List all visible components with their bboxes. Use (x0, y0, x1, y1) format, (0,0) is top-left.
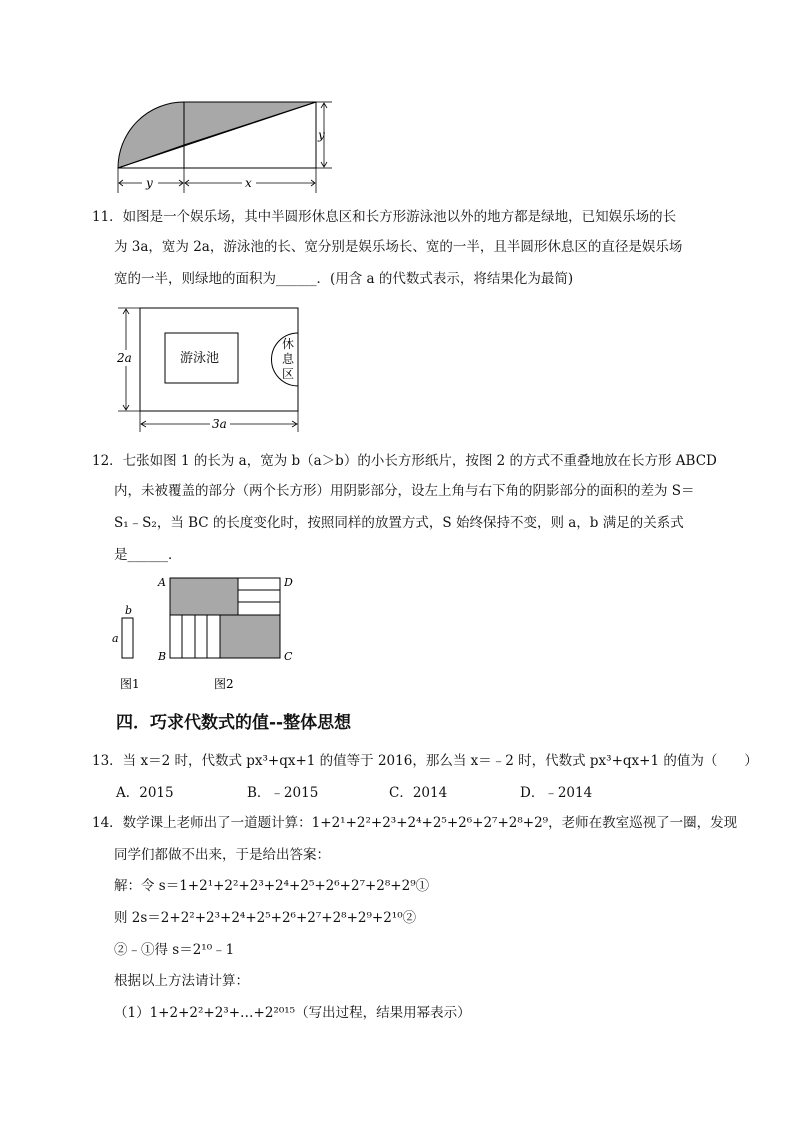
q13-option-b: B．﹣2015 (247, 785, 319, 801)
q12-line3: S₁﹣S₂，当 BC 的长度变化时，按照同样的放置方式，S 始终保持不变，则 a，b 满足的关系式 (114, 515, 684, 531)
q13-stem: 13．当 x＝2 时，代数式 px³+qx+1 的值等于 2016，那么当 x＝﹣2 时，代数式 px³+qx+1 的值为（ ） (92, 753, 758, 769)
q11-line3: 宽的一半，则绿地的面积为______．(用含 a 的代数式表示，将结果化为最简) (114, 271, 574, 287)
section-title: 四．巧求代数式的值--整体思想 (116, 713, 352, 733)
small-rect (122, 618, 133, 658)
pool-label: 游泳池 (180, 351, 220, 366)
figure-amusement-park (110, 300, 310, 438)
label-x: x (245, 176, 252, 190)
caption-fig2: 图2 (214, 677, 234, 691)
q13-option-c: C．2014 (389, 785, 448, 801)
q12-line4: 是______． (114, 547, 182, 563)
q13-option-a: A．2015 (116, 785, 174, 801)
shaded-top-left (170, 578, 238, 615)
caption-fig1: 图1 (120, 677, 140, 691)
figure-shaded-region (110, 95, 340, 200)
label-A: A (158, 576, 166, 589)
shaded-bottom-right (220, 615, 280, 658)
q14-line6: 根据以上方法请计算： (114, 973, 249, 989)
label-C: C (284, 650, 293, 663)
label-a: a (112, 632, 119, 645)
label-2a: 2a (117, 351, 132, 365)
q12-line2: 内，未被覆盖的部分（两个长方形）用阴影部分，设左上角与右下角的阴影部分的面积的差为 S＝ (114, 483, 695, 499)
q14-line7: （1）1+2+2²+2³+…+2²⁰¹⁵（写出过程，结果用幂表示） (114, 1005, 471, 1021)
figure-rectangles (110, 572, 300, 694)
rest-label-3: 区 (282, 367, 295, 381)
label-D: D (284, 576, 293, 589)
label-y-left: y (146, 176, 153, 190)
label-B: B (158, 650, 167, 663)
q11-line2: 为 3a，宽为 2a，游泳池的长、宽分别是娱乐场长、宽的一半，且半圆形休息区的直径是娱乐场 (114, 239, 683, 255)
q14-line2: 同学们都做不出来，于是给出答案： (114, 847, 330, 863)
q14-line1: 14．数学课上老师出了一道题计算：1+2¹+2²+2³+2⁴+2⁵+2⁶+2⁷+2⁸+2⁹，老师在教室巡视了一圈，发现 (92, 815, 738, 831)
q13-option-d: D．﹣2014 (520, 785, 593, 801)
rest-label-1: 休 (282, 337, 295, 351)
q11-line1: 11．如图是一个娱乐场，其中半圆形休息区和长方形游泳池以外的地方都是绿地，已知娱乐场的长 (92, 209, 677, 225)
label-3a: 3a (212, 417, 227, 431)
rest-label-2: 息 (282, 352, 295, 366)
q14-line4: 则 2s＝2+2²+2³+2⁴+2⁵+2⁶+2⁷+2⁸+2⁹+2¹⁰② (114, 910, 417, 926)
label-y-right: y (318, 128, 325, 142)
q14-line3: 解：令 s＝1+2¹+2²+2³+2⁴+2⁵+2⁶+2⁷+2⁸+2⁹① (114, 878, 430, 894)
q12-line1: 12．七张如图 1 的长为 a，宽为 b（a＞b）的小长方形纸片，按图 2 的方式不重叠地放在长方形 ABCD (92, 453, 717, 469)
q14-line5: ②﹣①得 s＝2¹⁰﹣1 (114, 942, 235, 958)
label-b: b (125, 604, 133, 617)
